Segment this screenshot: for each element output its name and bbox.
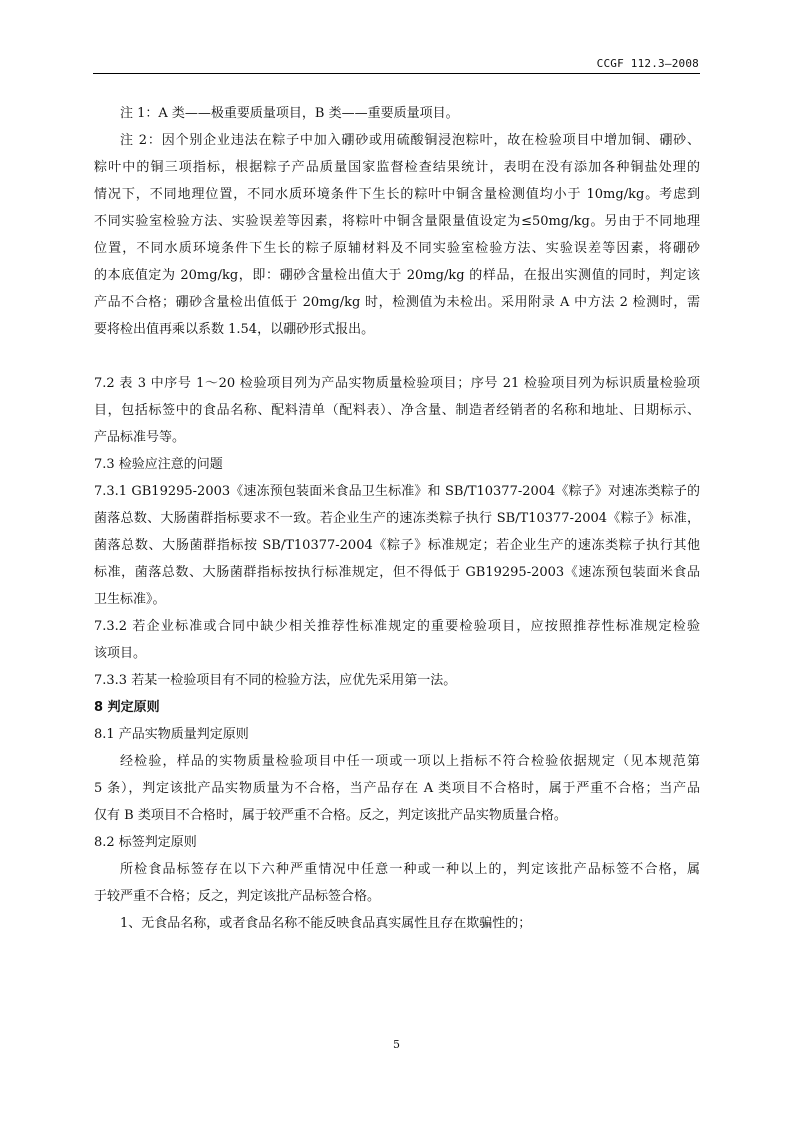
section-8-1-line: 5 条），判定该批产品实物质量为不合格，当产品存在 A 类项目不合格时，属于严重不合格；当产品 — [94, 781, 700, 796]
note-2-line: 情况下，不同地理位置，不同水质环境条件下生长的粽叶中铜含量检测值均小于 10mg/kg。考虑到 — [94, 187, 700, 202]
section-7-3-3-line: 7.3.3 若某一检验项目有不同的检验方法，应优先采用第一法。 — [94, 673, 457, 688]
note-2-line: 注 2：因个别企业违法在粽子中加入硼砂或用硫酸铜浸泡粽叶，故在检验项目中增加铜、硼砂、 — [120, 133, 700, 148]
section-8-2-line: 所检食品标签存在以下六种严重情况中任意一种或一种以上的，判定该批产品标签不合格，属 — [120, 862, 700, 877]
note-2-line: 位置，不同水质环境条件下生长的粽子原辅材料及不同实验室检验方法、实验误差等因素，将硼砂 — [94, 241, 700, 256]
note-2-line: 产品不合格；硼砂含量检出值低于 20mg/kg 时，检测值为未检出。采用附录 A 中方法 2 检测时，需 — [94, 295, 700, 310]
note-2-line: 粽叶中的铜三项指标，根据粽子产品质量国家监督检查结果统计，表明在没有添加各种铜盐处理的 — [94, 160, 700, 175]
section-7-2-line: 目，包括标签中的食品名称、配料清单（配料表）、净含量、制造者经销者的名称和地址、日期标示、 — [94, 403, 700, 418]
section-8-1-line: 经检验，样品的实物质量检验项目中任一项或一项以上指标不符合检验依据规定（见本规范第 — [120, 754, 700, 769]
section-7-3-1-line: 7.3.1 GB19295-2003《速冻预包装面米食品卫生标准》和 SB/T10377-2004《粽子》对速冻类粽子的 — [94, 484, 700, 499]
note-2-line: 的本底值定为 20mg/kg，即：硼砂含量检出值大于 20mg/kg 的样品，在报出实测值的同时，判定该 — [94, 268, 700, 283]
section-7-2-line: 7.2 表 3 中序号 1～20 检验项目列为产品实物质量检验项目；序号 21 检验项目列为标识质量检验项 — [94, 376, 700, 391]
page-number: 5 — [393, 1038, 400, 1051]
section-7-3-1-line: 卫生标准》。 — [94, 592, 166, 607]
section-8-2-heading: 8.2 标签判定原则 — [94, 835, 197, 850]
section-7-3-2-line: 7.3.2 若企业标准或合同中缺少相关推荐性标准规定的重要检验项目，应按照推荐性标准规定检验 — [94, 619, 700, 634]
section-7-3-1-line: 菌落总数、大肠菌群指标要求不一致。若企业生产的速冻类粽子执行 SB/T10377-2004《粽子》标准， — [94, 511, 700, 526]
section-7-3-1-line: 标准，菌落总数、大肠菌群指标按执行标准规定，但不得低于 GB19295-2003《速冻预包装面米食品 — [94, 565, 700, 580]
section-7-3-2-line: 该项目。 — [94, 646, 147, 661]
section-7-3-1-line: 菌落总数、大肠菌群指标按 SB/T10377-2004《粽子》标准规定；若企业生产的速冻类粽子执行其他 — [94, 538, 700, 553]
note-2-line: 要将检出值再乘以系数 1.54，以硼砂形式报出。 — [94, 322, 375, 337]
section-7-2-line: 产品标准号等。 — [94, 430, 186, 445]
note-1: 注 1：A 类——极重要质量项目，B 类——重要质量项目。 — [120, 106, 459, 121]
section-7-3-heading: 7.3 检验应注意的问题 — [94, 457, 223, 472]
section-8-1-heading: 8.1 产品实物质量判定原则 — [94, 727, 249, 742]
note-2-line: 不同实验室检验方法、实验误差等因素，将粽叶中铜含量限量值设定为≤50mg/kg。另由于不同地理 — [94, 214, 700, 229]
header-rule — [93, 73, 700, 74]
section-8-2-item: 1、无食品名称，或者食品名称不能反映食品真实属性且存在欺骗性的； — [120, 916, 532, 931]
page-body — [94, 100, 700, 937]
document-code: CCGF 112.3—2008 — [596, 57, 699, 70]
section-8-heading: 8 判定原则 — [94, 700, 160, 715]
section-8-2-line: 于较严重不合格；反之，判定该批产品标签合格。 — [94, 889, 381, 904]
section-8-1-line: 仅有 B 类项目不合格时，属于较严重不合格。反之，判定该批产品实物质量合格。 — [94, 808, 567, 823]
